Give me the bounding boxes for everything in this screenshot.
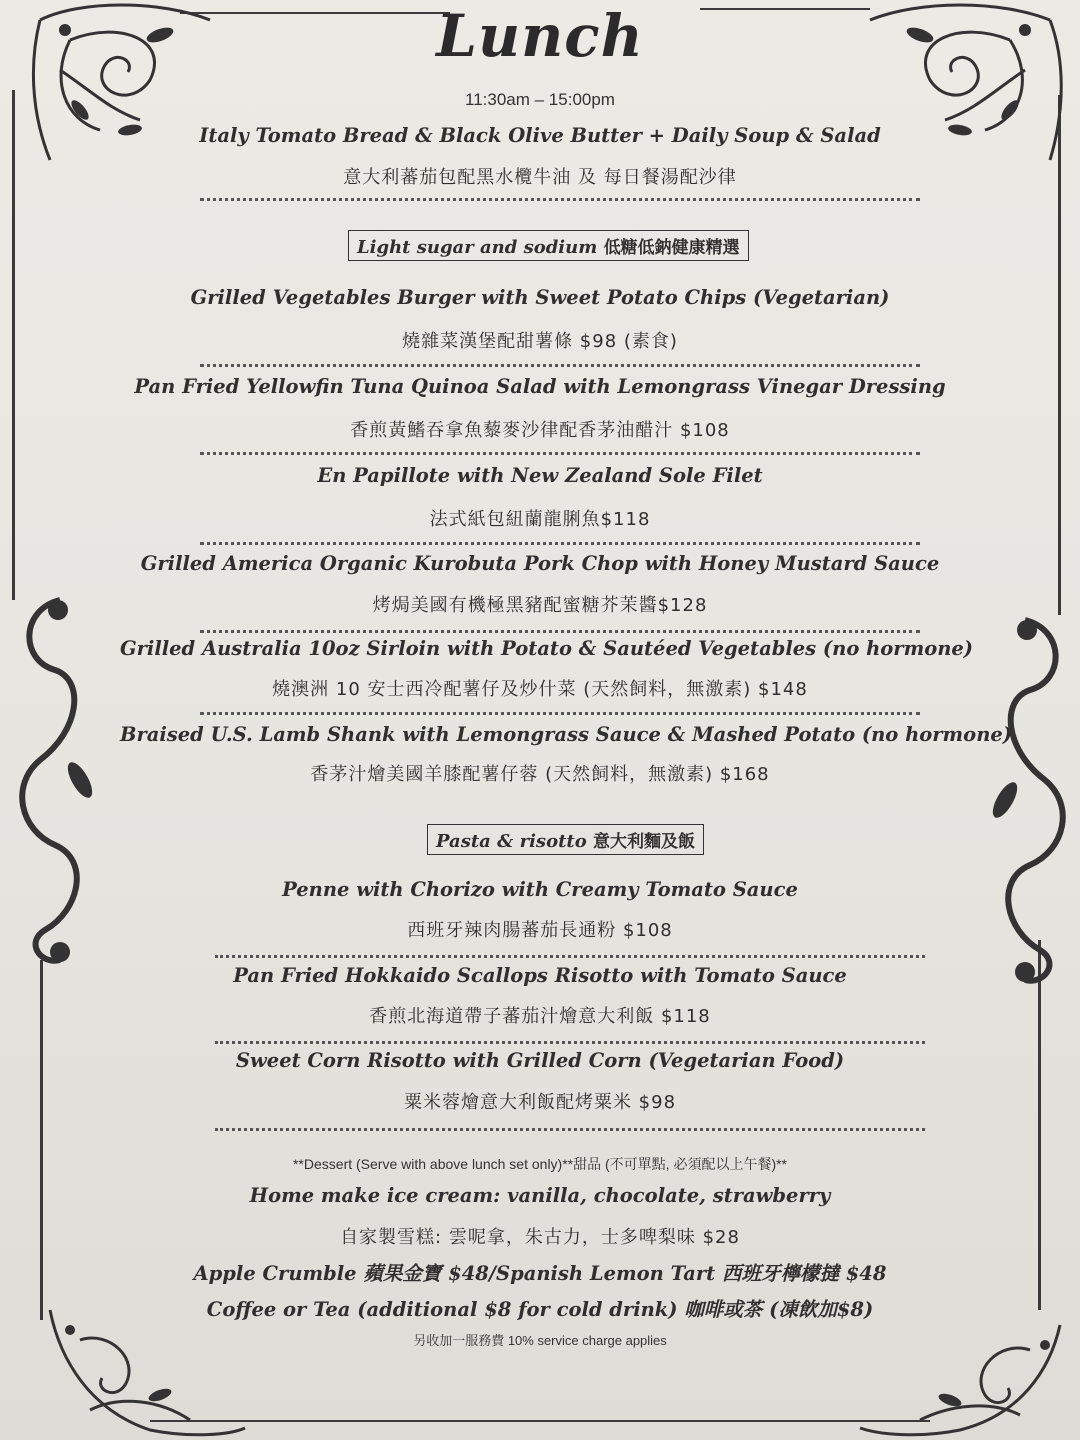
menu-item-name: Sweet Corn Risotto with Grilled Corn (Vegetarian Food) [235,1049,845,1072]
menu-item-zh-price: 香煎北海道帶子蕃茄汁燴意大利飯 $118 [369,1006,711,1027]
service-hours: 11:30am – 15:00pm [465,90,615,109]
dotted-divider [215,1128,925,1131]
side-scroll-ornament-right [985,610,1080,990]
menu-item-zh-price: 粟米蓉燴意大利飯配烤粟米 $98 [403,1092,677,1113]
dessert-item-name: Home make ice cream: vanilla, chocolate, strawberry [249,1184,831,1207]
dotted-divider [200,198,920,201]
frame-right-lower [1038,940,1041,1310]
section-header-pasta [427,824,704,855]
menu-item-name: Pan Fried Yellowfin Tuna Quinoa Salad with Lemongrass Vinegar Dressing [134,375,946,398]
section-title-zh: 低糖低鈉健康精選 [603,238,740,258]
section-title-zh: 意大利麵及飯 [593,832,695,852]
drink-item-line: Coffee or Tea (additional $8 for cold drink) 咖啡或茶 (凍飲加$8) [206,1298,874,1321]
frame-right-upper [1058,95,1061,615]
service-charge-note: 另收加一服務費 10% service charge applies [413,1333,667,1348]
menu-item-name: Grilled Australia 10oz Sirloin with Potato & Sautéed Vegetables (no hormone) [120,637,974,660]
dotted-divider [200,712,920,715]
dotted-divider [200,542,920,545]
dessert-note: **Dessert (Serve with above lunch set only)**甜品 (不可單點, 必須配以上午餐)** [292,1156,788,1172]
dotted-divider [215,955,925,958]
menu-item-zh-price: 烤焗美國有機極黑豬配蜜糖芥茉醬$128 [372,595,708,616]
side-scroll-ornament-left [0,590,110,970]
menu-item-name: Grilled America Organic Kurobuta Pork Chop with Honey Mustard Sauce [140,552,940,575]
menu-item-zh-price: 法式紙包紐蘭龍脷魚$118 [429,509,651,530]
menu-item-zh-price: 燒澳洲 10 安士西冷配薯仔及炒什菜 (天然飼料，無激素) $148 [272,679,808,700]
set-includes-en: Italy Tomato Bread & Black Olive Butter + Daily Soup & Salad [199,124,881,147]
menu-item-zh-price: 香茅汁燴美國羊膝配薯仔蓉 (天然飼料，無激素) $168 [310,764,770,785]
dotted-divider [200,452,920,455]
dotted-divider [200,630,920,633]
menu-item-name: Penne with Chorizo with Creamy Tomato Sauce [282,878,798,901]
menu-item-name: Pan Fried Hokkaido Scallops Risotto with Tomato Sauce [233,964,847,987]
menu-item-name: Braised U.S. Lamb Shank with Lemongrass Sauce & Mashed Potato (no hormone) [120,723,1013,746]
dotted-divider [215,1041,925,1044]
menu-item-zh-price: 燒雜菜漢堡配甜薯條 $98 (素食) [402,331,678,352]
dessert-item-line: Apple Crumble 蘋果金寶 $48/Spanish Lemon Tart 西班牙檸檬撻 $48 [193,1262,887,1285]
frame-left-lower [40,960,43,1320]
menu-item-zh-price: 西班牙辣肉腸蕃茄長通粉 $108 [407,920,673,941]
section-title-en: Pasta & risotto [436,831,587,852]
menu-item-name: Grilled Vegetables Burger with Sweet Potato Chips (Vegetarian) [190,286,890,309]
section-title-en: Light sugar and sodium [357,237,598,258]
frame-bottom [150,1420,930,1422]
set-includes-zh: 意大利蕃茄包配黑水欖牛油 及 每日餐湯配沙律 [343,167,737,188]
menu-title: Lunch [436,2,644,70]
dessert-item-zh-price: 自家製雪糕: 雲呢拿，朱古力，士多啤梨味 $28 [340,1227,740,1248]
menu-item-zh-price: 香煎黃鰭吞拿魚藜麥沙律配香茅油醋汁 $108 [350,420,730,441]
menu-item-name: En Papillote with New Zealand Sole Filet [317,464,763,487]
dotted-divider [200,364,920,367]
section-header-light [348,230,749,261]
